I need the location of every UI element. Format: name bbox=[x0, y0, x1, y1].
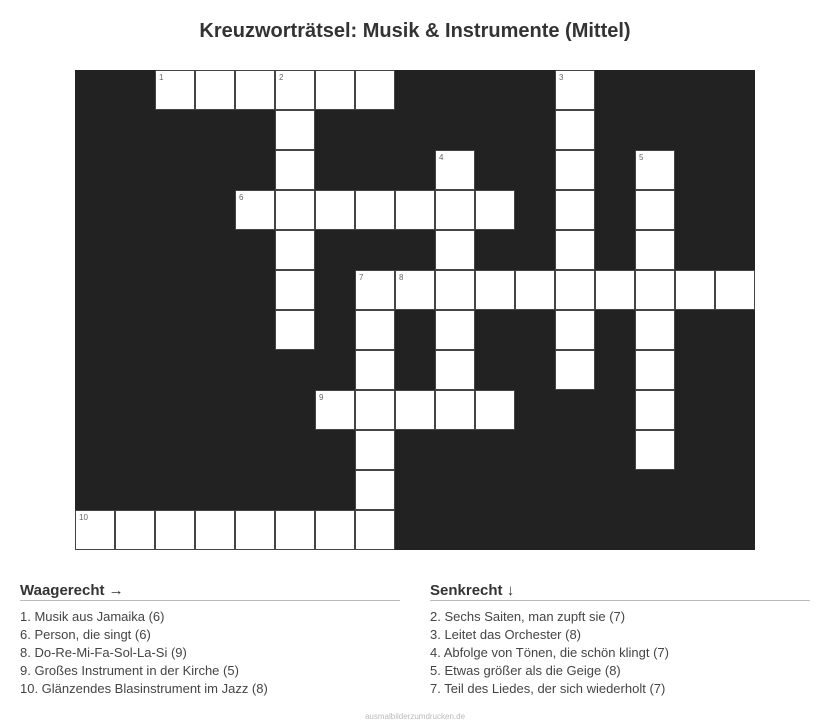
clue-item: 8. Do-Re-Mi-Fa-Sol-La-Si (9) bbox=[20, 645, 187, 660]
grid-cell[interactable] bbox=[315, 190, 355, 230]
clue-item: 7. Teil des Liedes, der sich wiederholt (7) bbox=[430, 681, 666, 696]
grid-cell[interactable] bbox=[435, 310, 475, 350]
grid-cell[interactable] bbox=[635, 150, 675, 190]
grid-cell[interactable] bbox=[435, 390, 475, 430]
grid-cell[interactable] bbox=[475, 390, 515, 430]
down-clues-section bbox=[430, 582, 810, 698]
grid-cell[interactable] bbox=[275, 190, 315, 230]
grid-cell[interactable] bbox=[635, 310, 675, 350]
grid-cell[interactable] bbox=[435, 230, 475, 270]
grid-cell[interactable] bbox=[355, 350, 395, 390]
grid-cell[interactable] bbox=[75, 510, 115, 550]
footer-credit: ausmalbilderzumdrucken.de bbox=[364, 712, 466, 721]
grid-cell[interactable] bbox=[555, 350, 595, 390]
clue-item: 6. Person, die singt (6) bbox=[20, 627, 151, 642]
grid-cell[interactable] bbox=[395, 390, 435, 430]
clue-number: 10 bbox=[79, 513, 88, 522]
grid-cell[interactable] bbox=[275, 510, 315, 550]
grid-cell[interactable] bbox=[475, 190, 515, 230]
grid-cell[interactable] bbox=[315, 510, 355, 550]
grid-cell[interactable] bbox=[355, 430, 395, 470]
down-clue-list bbox=[430, 608, 810, 698]
grid-cell[interactable] bbox=[275, 310, 315, 350]
grid-cell[interactable] bbox=[235, 190, 275, 230]
grid-cell[interactable] bbox=[315, 70, 355, 110]
clue-number: 9 bbox=[319, 393, 324, 402]
grid-cell[interactable] bbox=[355, 310, 395, 350]
grid-cell[interactable] bbox=[555, 190, 595, 230]
grid-cell[interactable] bbox=[635, 390, 675, 430]
grid-cell[interactable] bbox=[275, 270, 315, 310]
clue-number: 8 bbox=[399, 273, 404, 282]
grid-cell[interactable] bbox=[435, 190, 475, 230]
grid-cell[interactable] bbox=[355, 470, 395, 510]
grid-cell[interactable] bbox=[675, 270, 715, 310]
grid-cell[interactable] bbox=[555, 70, 595, 110]
grid-cell[interactable] bbox=[275, 110, 315, 150]
clue-number: 7 bbox=[359, 273, 364, 282]
grid-cell[interactable] bbox=[555, 270, 595, 310]
clue-number: 2 bbox=[279, 73, 284, 82]
clue-number: 6 bbox=[239, 193, 244, 202]
clue-item: 4. Abfolge von Tönen, die schön klingt (7) bbox=[430, 645, 669, 660]
grid-cell[interactable] bbox=[355, 70, 395, 110]
clue-number: 3 bbox=[559, 73, 564, 82]
grid-cell[interactable] bbox=[395, 270, 435, 310]
grid-cell[interactable] bbox=[355, 270, 395, 310]
grid-cell[interactable] bbox=[155, 510, 195, 550]
grid-cell[interactable] bbox=[275, 150, 315, 190]
grid-cell[interactable] bbox=[235, 510, 275, 550]
grid-cell[interactable] bbox=[355, 390, 395, 430]
across-heading: Waagerecht → bbox=[20, 582, 400, 601]
grid-cell[interactable] bbox=[355, 190, 395, 230]
clue-item: 2. Sechs Saiten, man zupft sie (7) bbox=[430, 609, 626, 624]
grid-cell[interactable] bbox=[195, 70, 235, 110]
grid-cell[interactable] bbox=[435, 270, 475, 310]
clue-number: 1 bbox=[159, 73, 164, 82]
grid-cell[interactable] bbox=[475, 270, 515, 310]
grid-cell[interactable] bbox=[515, 270, 555, 310]
across-clues-section bbox=[20, 582, 400, 698]
grid-cell[interactable] bbox=[235, 70, 275, 110]
clue-item: 1. Musik aus Jamaika (6) bbox=[20, 609, 165, 624]
across-clue-list bbox=[20, 608, 400, 698]
clue-number: 4 bbox=[439, 153, 444, 162]
grid-cell[interactable] bbox=[555, 110, 595, 150]
clue-item: 5. Etwas größer als die Geige (8) bbox=[430, 663, 621, 678]
clue-item: 9. Großes Instrument in der Kirche (5) bbox=[20, 663, 239, 678]
grid-cell[interactable] bbox=[435, 150, 475, 190]
grid-cell[interactable] bbox=[635, 270, 675, 310]
crossword-grid bbox=[75, 70, 755, 550]
grid-cell[interactable] bbox=[555, 310, 595, 350]
grid-cell[interactable] bbox=[275, 70, 315, 110]
grid-cell[interactable] bbox=[195, 510, 235, 550]
clue-item: 3. Leitet das Orchester (8) bbox=[430, 627, 582, 642]
grid-cell[interactable] bbox=[315, 390, 355, 430]
grid-cell[interactable] bbox=[355, 510, 395, 550]
grid-cell[interactable] bbox=[635, 230, 675, 270]
grid-cell[interactable] bbox=[635, 190, 675, 230]
down-heading: Senkrecht ↓ bbox=[430, 582, 810, 601]
puzzle-title: Kreuzworträtsel: Musik & Instrumente (Mittel) bbox=[199, 20, 631, 42]
grid-cell[interactable] bbox=[555, 230, 595, 270]
grid-cell[interactable] bbox=[635, 430, 675, 470]
grid-cell[interactable] bbox=[155, 70, 195, 110]
grid-cell[interactable] bbox=[275, 230, 315, 270]
clue-item: 10. Glänzendes Blasinstrument im Jazz (8) bbox=[20, 681, 268, 696]
grid-cell[interactable] bbox=[635, 350, 675, 390]
clue-number: 5 bbox=[639, 153, 644, 162]
grid-cell[interactable] bbox=[595, 270, 635, 310]
grid-cell[interactable] bbox=[435, 350, 475, 390]
grid-cell[interactable] bbox=[555, 150, 595, 190]
grid-cell[interactable] bbox=[115, 510, 155, 550]
grid-cell[interactable] bbox=[395, 190, 435, 230]
grid-cell[interactable] bbox=[715, 270, 755, 310]
